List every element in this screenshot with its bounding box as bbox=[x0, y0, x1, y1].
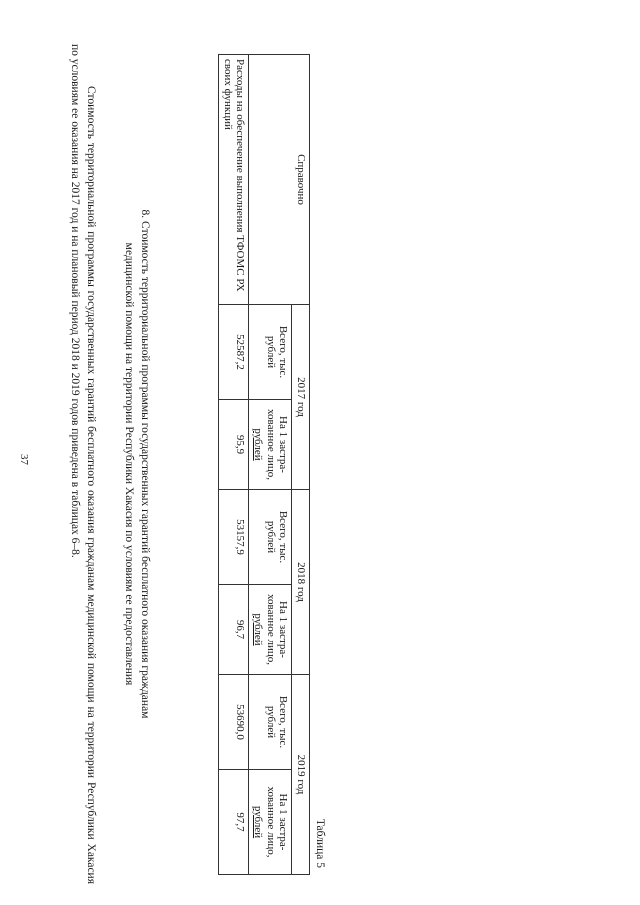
table-row bbox=[219, 55, 249, 875]
cell-value: 52587,2 bbox=[219, 305, 249, 400]
page-number: 37 bbox=[18, 454, 30, 465]
col-header-year-2017: 2017 год bbox=[292, 305, 310, 490]
col-header-year-2018: 2018 год bbox=[292, 490, 310, 675]
cell-value: 53157,9 bbox=[219, 490, 249, 585]
subheader-per-person-text: На 1 застра-хованное лицо, bbox=[264, 786, 290, 858]
subheader-per-person-unit: рублей bbox=[252, 428, 265, 461]
row-label: Расходы на обеспечение выполнения ТФОМС РХ своих функций bbox=[219, 55, 249, 305]
table-caption: Таблица 5 bbox=[314, 818, 326, 868]
subheader-total: Всего, тыс. рублей bbox=[249, 675, 292, 770]
cell-value: 95,9 bbox=[219, 400, 249, 490]
subheader-per-person bbox=[249, 400, 292, 490]
subheader-per-person-unit: рублей bbox=[252, 613, 265, 646]
subheader-per-person bbox=[249, 770, 292, 875]
cell-value: 96,7 bbox=[219, 585, 249, 675]
body-paragraph: Стоимость территориальной программы государственных гарантий бесплатного оказания гражданам медицинской помощи на территории Республики Хакасия по условиям ее оказания на 2017 год и на плановый период 2018 и 2019 годов приведена в таблицах 6–8. bbox=[69, 44, 97, 884]
subheader-total: Всего, тыс. рублей bbox=[249, 490, 292, 585]
subheader-per-person bbox=[249, 585, 292, 675]
subheader-per-person-text: На 1 застра-хованное лицо, bbox=[264, 593, 290, 666]
rotated-page-content bbox=[32, 44, 332, 884]
cell-value: 97,7 bbox=[219, 770, 249, 875]
section-heading bbox=[121, 44, 152, 884]
section-heading-line-1: 8. Стоимость территориальной программы государственных гарантий бесплатного оказания гражданам bbox=[139, 209, 151, 719]
section-heading-line-2: медицинской помощи на территории Республики Хакасия по условиям ее предоставления bbox=[123, 242, 136, 686]
subheader-per-person-unit: рублей bbox=[252, 805, 265, 839]
subheader-per-person-text: На 1 застра-хованное лицо, bbox=[264, 408, 290, 481]
cost-table bbox=[218, 54, 310, 875]
col-header-year-2019: 2019 год bbox=[292, 675, 310, 875]
col-header-reference: Справочно bbox=[249, 55, 310, 305]
table-header-row-years bbox=[292, 55, 310, 875]
cell-value: 53690,0 bbox=[219, 675, 249, 770]
subheader-total: Всего, тыс. рублей bbox=[249, 305, 292, 400]
